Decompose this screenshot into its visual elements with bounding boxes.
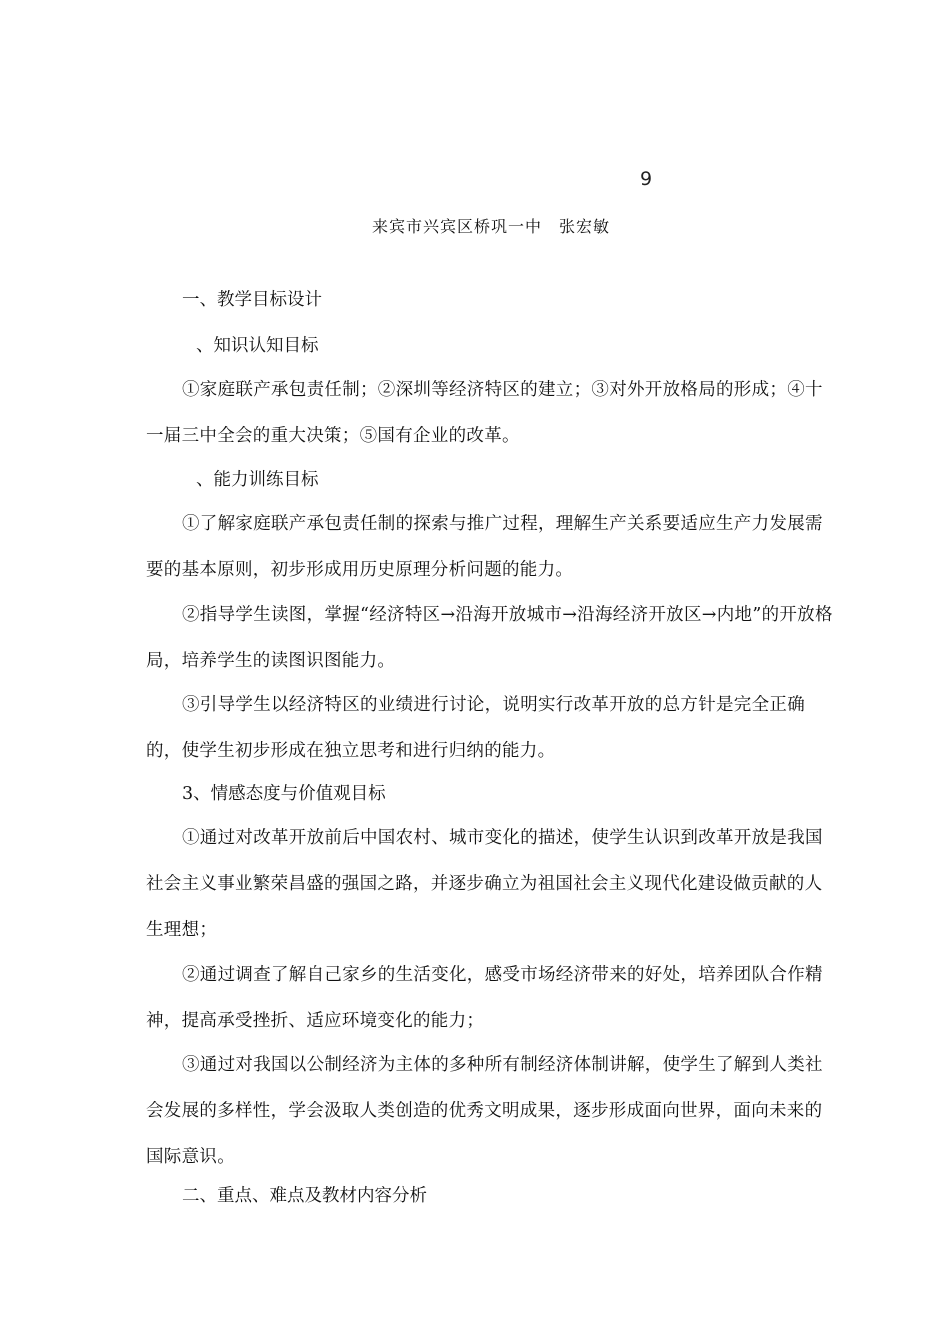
- subheading-ability: 、能力训练目标: [196, 470, 319, 490]
- section-heading-analysis: 二、重点、难点及教材内容分析: [182, 1186, 427, 1206]
- paragraph-ability-1: ①了解家庭联产承包责任制的探索与推广过程，理解生产关系要适应生产力发展需要的基本原则，初步形成用历史原理分析问题的能力。: [146, 514, 823, 580]
- author-line: 来宾市兴宾区桥巩一中 张宏敏: [372, 217, 611, 236]
- paragraph-emotion-1: ①通过对改革开放前后中国农村、城市变化的描述，使学生认识到改革开放是我国社会主义事业繁荣昌盛的强国之路，并逐步确立为祖国社会主义现代化建设做贡献的人生理想；: [146, 828, 823, 940]
- paragraph-emotion-2: ②通过调查了解自己家乡的生活变化，感受市场经济带来的好处，培养团队合作精神，提高承受挫折、适应环境变化的能力；: [146, 965, 823, 1031]
- paragraph-knowledge: ①家庭联产承包责任制；②深圳等经济特区的建立；③对外开放格局的形成；④十一届三中全会的重大决策；⑤国有企业的改革。: [146, 380, 823, 446]
- title-lesson-number: 9: [640, 168, 654, 190]
- paragraph-ability-2: ②指导学生读图，掌握“经济特区→沿海开放城市→沿海经济开放区→内地”的开放格局，培养学生的读图识图能力。: [146, 605, 833, 671]
- paragraph-ability-3: ③引导学生以经济特区的业绩进行讨论，说明实行改革开放的总方针是完全正确的，使学生初步形成在独立思考和进行归纳的能力。: [146, 695, 805, 761]
- subheading-emotion: 3、情感态度与价值观目标: [182, 784, 386, 804]
- title-row: [196, 168, 756, 194]
- section-heading-objectives: 一、教学目标设计: [182, 290, 322, 310]
- subheading-knowledge: 、知识认知目标: [196, 336, 319, 356]
- paragraph-emotion-3: ③通过对我国以公制经济为主体的多种所有制经济体制讲解，使学生了解到人类社会发展的多样性，学会汲取人类创造的优秀文明成果，逐步形成面向世界，面向未来的国际意识。: [146, 1055, 823, 1167]
